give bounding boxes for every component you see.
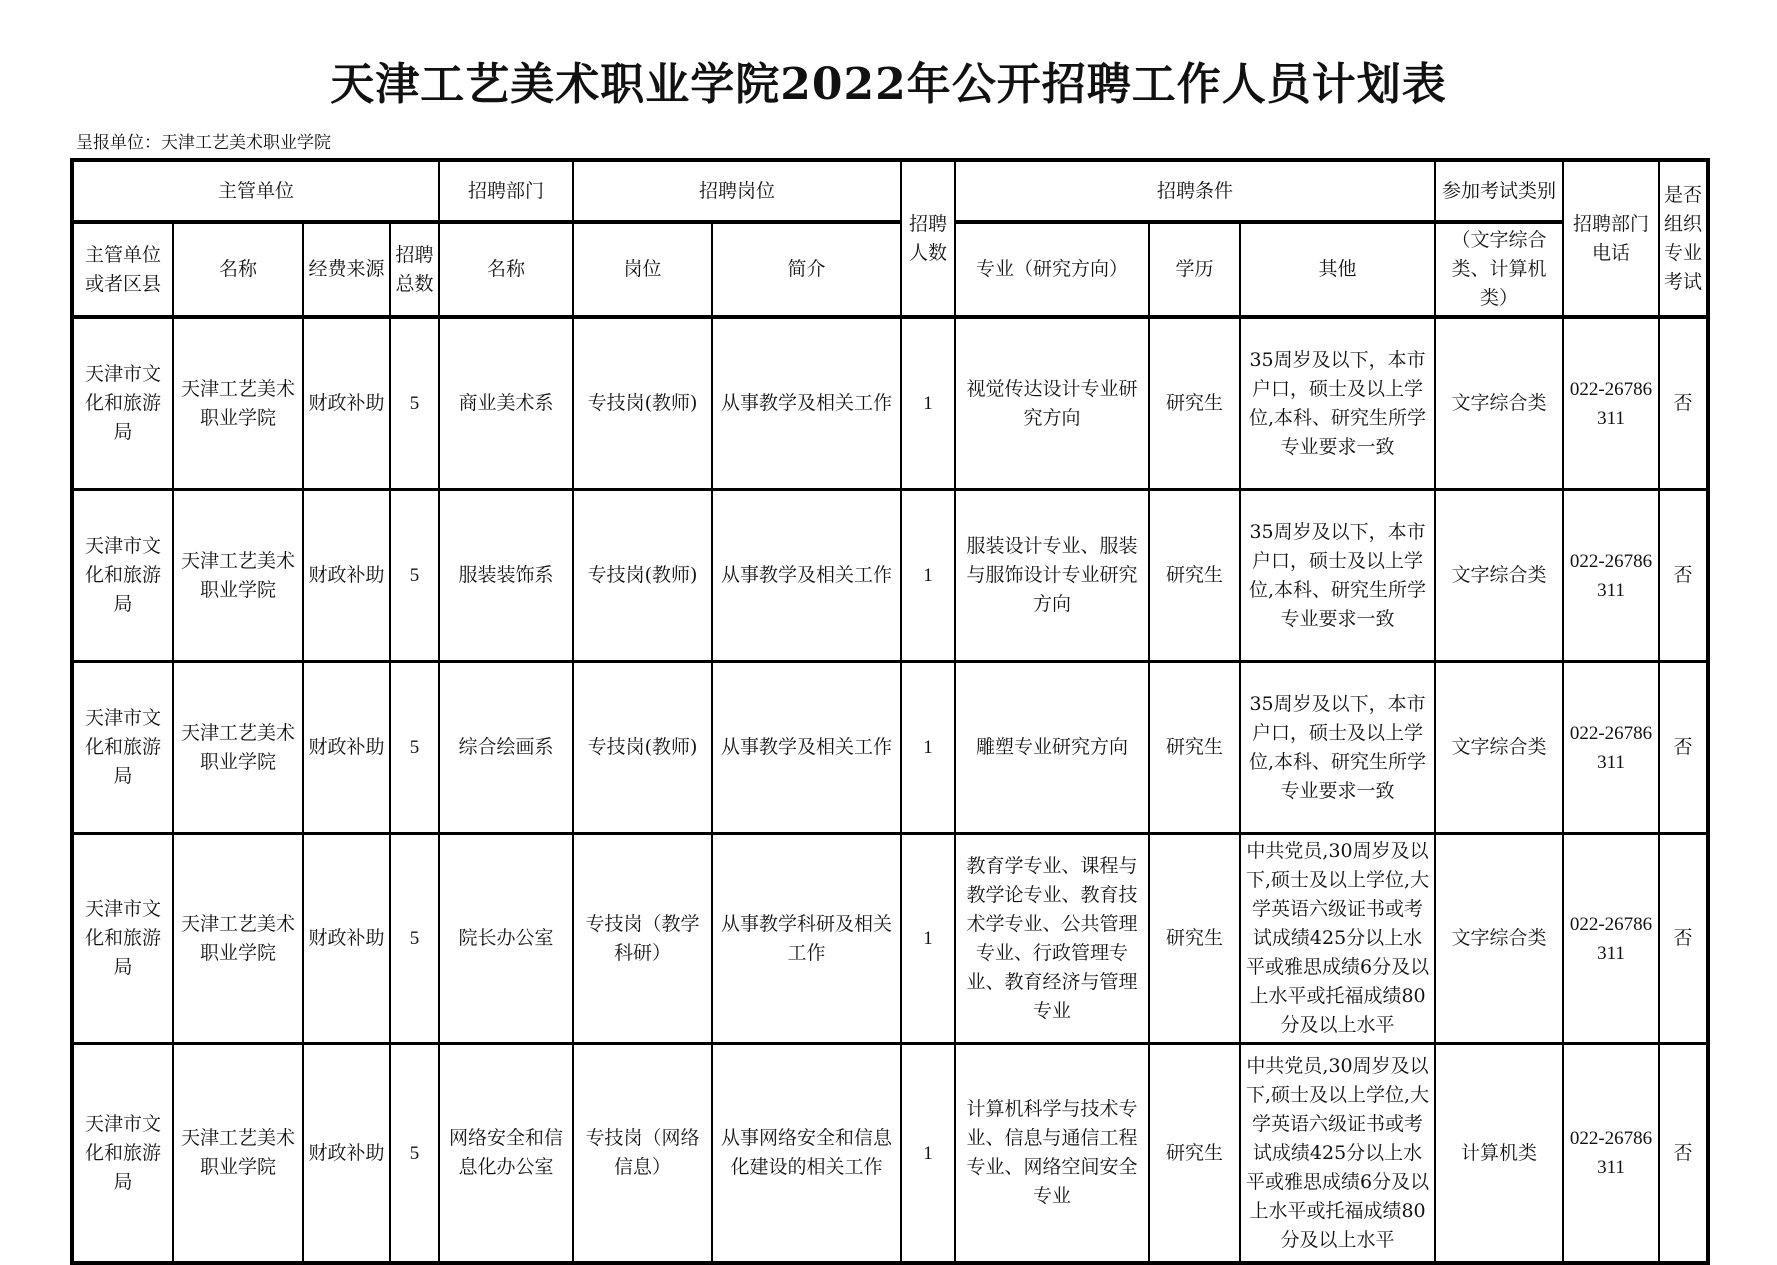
header-dept-name: 名称 [439, 222, 573, 317]
cell-supervisor: 天津市文化和旅游局 [72, 662, 173, 834]
cell-position: 专技岗（教学科研） [573, 834, 712, 1044]
header-row-groups [72, 160, 1708, 222]
cell-exam: 文字综合类 [1435, 317, 1563, 490]
cell-major: 教育学专业、课程与教学论专业、教育技术学专业、公共管理专业、行政管理专业、教育经济与管理专业 [955, 834, 1149, 1044]
cell-pro-exam: 否 [1659, 1044, 1708, 1264]
cell-supervisor: 天津市文化和旅游局 [72, 317, 173, 490]
cell-exam: 计算机类 [1435, 1044, 1563, 1264]
header-headcount: 招聘人数 [901, 160, 955, 317]
header-organize-exam: 是否组织专业考试 [1659, 160, 1708, 317]
table-row [72, 834, 1708, 1044]
cell-other: 35周岁及以下，本市户口，硕士及以上学位,本科、研究生所学专业要求一致 [1240, 490, 1435, 662]
table-row [72, 317, 1708, 490]
cell-total: 5 [390, 317, 439, 490]
header-education: 学历 [1149, 222, 1240, 317]
cell-phone: 022-26786311 [1563, 490, 1659, 662]
cell-major: 服装设计专业、服装与服饰设计专业研究方向 [955, 490, 1149, 662]
cell-phone: 022-26786311 [1563, 317, 1659, 490]
header-exam-types: （文字综合类、计算机类） [1435, 222, 1563, 317]
cell-intro: 从事教学及相关工作 [712, 317, 901, 490]
recruitment-plan-table [70, 158, 1710, 1265]
cell-unit-name: 天津工艺美术职业学院 [173, 317, 303, 490]
cell-position: 专技岗(教师) [573, 662, 712, 834]
page-title: 天津工艺美术职业学院2022年公开招聘工作人员计划表 [330, 59, 1447, 110]
cell-unit-name: 天津工艺美术职业学院 [173, 834, 303, 1044]
header-dept-group: 招聘部门 [439, 160, 573, 222]
cell-funding: 财政补助 [303, 1044, 390, 1264]
cell-headcount: 1 [901, 834, 955, 1044]
header-dept-phone: 招聘部门电话 [1563, 160, 1659, 317]
cell-other: 35周岁及以下，本市户口，硕士及以上学位,本科、研究生所学专业要求一致 [1240, 317, 1435, 490]
table-row [72, 662, 1708, 834]
cell-pro-exam: 否 [1659, 662, 1708, 834]
header-funding: 经费来源 [303, 222, 390, 317]
cell-unit-name: 天津工艺美术职业学院 [173, 1044, 303, 1264]
cell-supervisor: 天津市文化和旅游局 [72, 490, 173, 662]
header-row-columns [72, 222, 1708, 317]
table-row [72, 1044, 1708, 1264]
header-other: 其他 [1240, 222, 1435, 317]
cell-education: 研究生 [1149, 834, 1240, 1044]
cell-major: 视觉传达设计专业研究方向 [955, 317, 1149, 490]
cell-dept: 商业美术系 [439, 317, 573, 490]
header-supervisor-or-district: 主管单位或者区县 [72, 222, 173, 317]
cell-other: 中共党员,30周岁及以下,硕士及以上学位,大学英语六级证书或考试成绩425分以上水平或雅思成绩6分及以上水平或托福成绩80分及以上水平 [1240, 1044, 1435, 1264]
cell-funding: 财政补助 [303, 490, 390, 662]
cell-headcount: 1 [901, 317, 955, 490]
cell-phone: 022-26786311 [1563, 834, 1659, 1044]
header-conditions-group: 招聘条件 [955, 160, 1435, 222]
cell-intro: 从事教学及相关工作 [712, 662, 901, 834]
header-total: 招聘总数 [390, 222, 439, 317]
cell-education: 研究生 [1149, 317, 1240, 490]
cell-phone: 022-26786311 [1563, 1044, 1659, 1264]
cell-pro-exam: 否 [1659, 490, 1708, 662]
cell-position: 专技岗(教师) [573, 490, 712, 662]
table-row [72, 490, 1708, 662]
cell-supervisor: 天津市文化和旅游局 [72, 834, 173, 1044]
cell-pro-exam: 否 [1659, 317, 1708, 490]
cell-position: 专技岗（网络信息） [573, 1044, 712, 1264]
cell-funding: 财政补助 [303, 834, 390, 1044]
header-position-group: 招聘岗位 [573, 160, 901, 222]
cell-headcount: 1 [901, 662, 955, 834]
cell-supervisor: 天津市文化和旅游局 [72, 1044, 173, 1264]
cell-intro: 从事教学科研及相关工作 [712, 834, 901, 1044]
cell-total: 5 [390, 1044, 439, 1264]
cell-total: 5 [390, 662, 439, 834]
cell-education: 研究生 [1149, 490, 1240, 662]
header-exam-category: 参加考试类别 [1435, 160, 1563, 222]
cell-headcount: 1 [901, 1044, 955, 1264]
cell-total: 5 [390, 834, 439, 1044]
cell-phone: 022-26786311 [1563, 662, 1659, 834]
cell-other: 中共党员,30周岁及以下,硕士及以上学位,大学英语六级证书或考试成绩425分以上水平或雅思成绩6分及以上水平或托福成绩80分及以上水平 [1240, 834, 1435, 1044]
cell-intro: 从事教学及相关工作 [712, 490, 901, 662]
header-unit-name: 名称 [173, 222, 303, 317]
submitting-unit: 呈报单位：天津工艺美术职业学院 [76, 133, 331, 153]
cell-major: 计算机科学与技术专业、信息与通信工程专业、网络空间安全专业 [955, 1044, 1149, 1264]
cell-education: 研究生 [1149, 1044, 1240, 1264]
cell-education: 研究生 [1149, 662, 1240, 834]
cell-dept: 院长办公室 [439, 834, 573, 1044]
cell-dept: 综合绘画系 [439, 662, 573, 834]
header-intro: 简介 [712, 222, 901, 317]
cell-unit-name: 天津工艺美术职业学院 [173, 490, 303, 662]
cell-other: 35周岁及以下，本市户口，硕士及以上学位,本科、研究生所学专业要求一致 [1240, 662, 1435, 834]
cell-dept: 服装装饰系 [439, 490, 573, 662]
cell-total: 5 [390, 490, 439, 662]
cell-major: 雕塑专业研究方向 [955, 662, 1149, 834]
cell-funding: 财政补助 [303, 662, 390, 834]
header-supervisor-group: 主管单位 [72, 160, 439, 222]
cell-pro-exam: 否 [1659, 834, 1708, 1044]
cell-position: 专技岗(教师) [573, 317, 712, 490]
cell-exam: 文字综合类 [1435, 490, 1563, 662]
cell-unit-name: 天津工艺美术职业学院 [173, 662, 303, 834]
cell-exam: 文字综合类 [1435, 834, 1563, 1044]
header-major: 专业（研究方向） [955, 222, 1149, 317]
cell-exam: 文字综合类 [1435, 662, 1563, 834]
cell-headcount: 1 [901, 490, 955, 662]
header-position: 岗位 [573, 222, 712, 317]
cell-dept: 网络安全和信息化办公室 [439, 1044, 573, 1264]
cell-intro: 从事网络安全和信息化建设的相关工作 [712, 1044, 901, 1264]
cell-funding: 财政补助 [303, 317, 390, 490]
